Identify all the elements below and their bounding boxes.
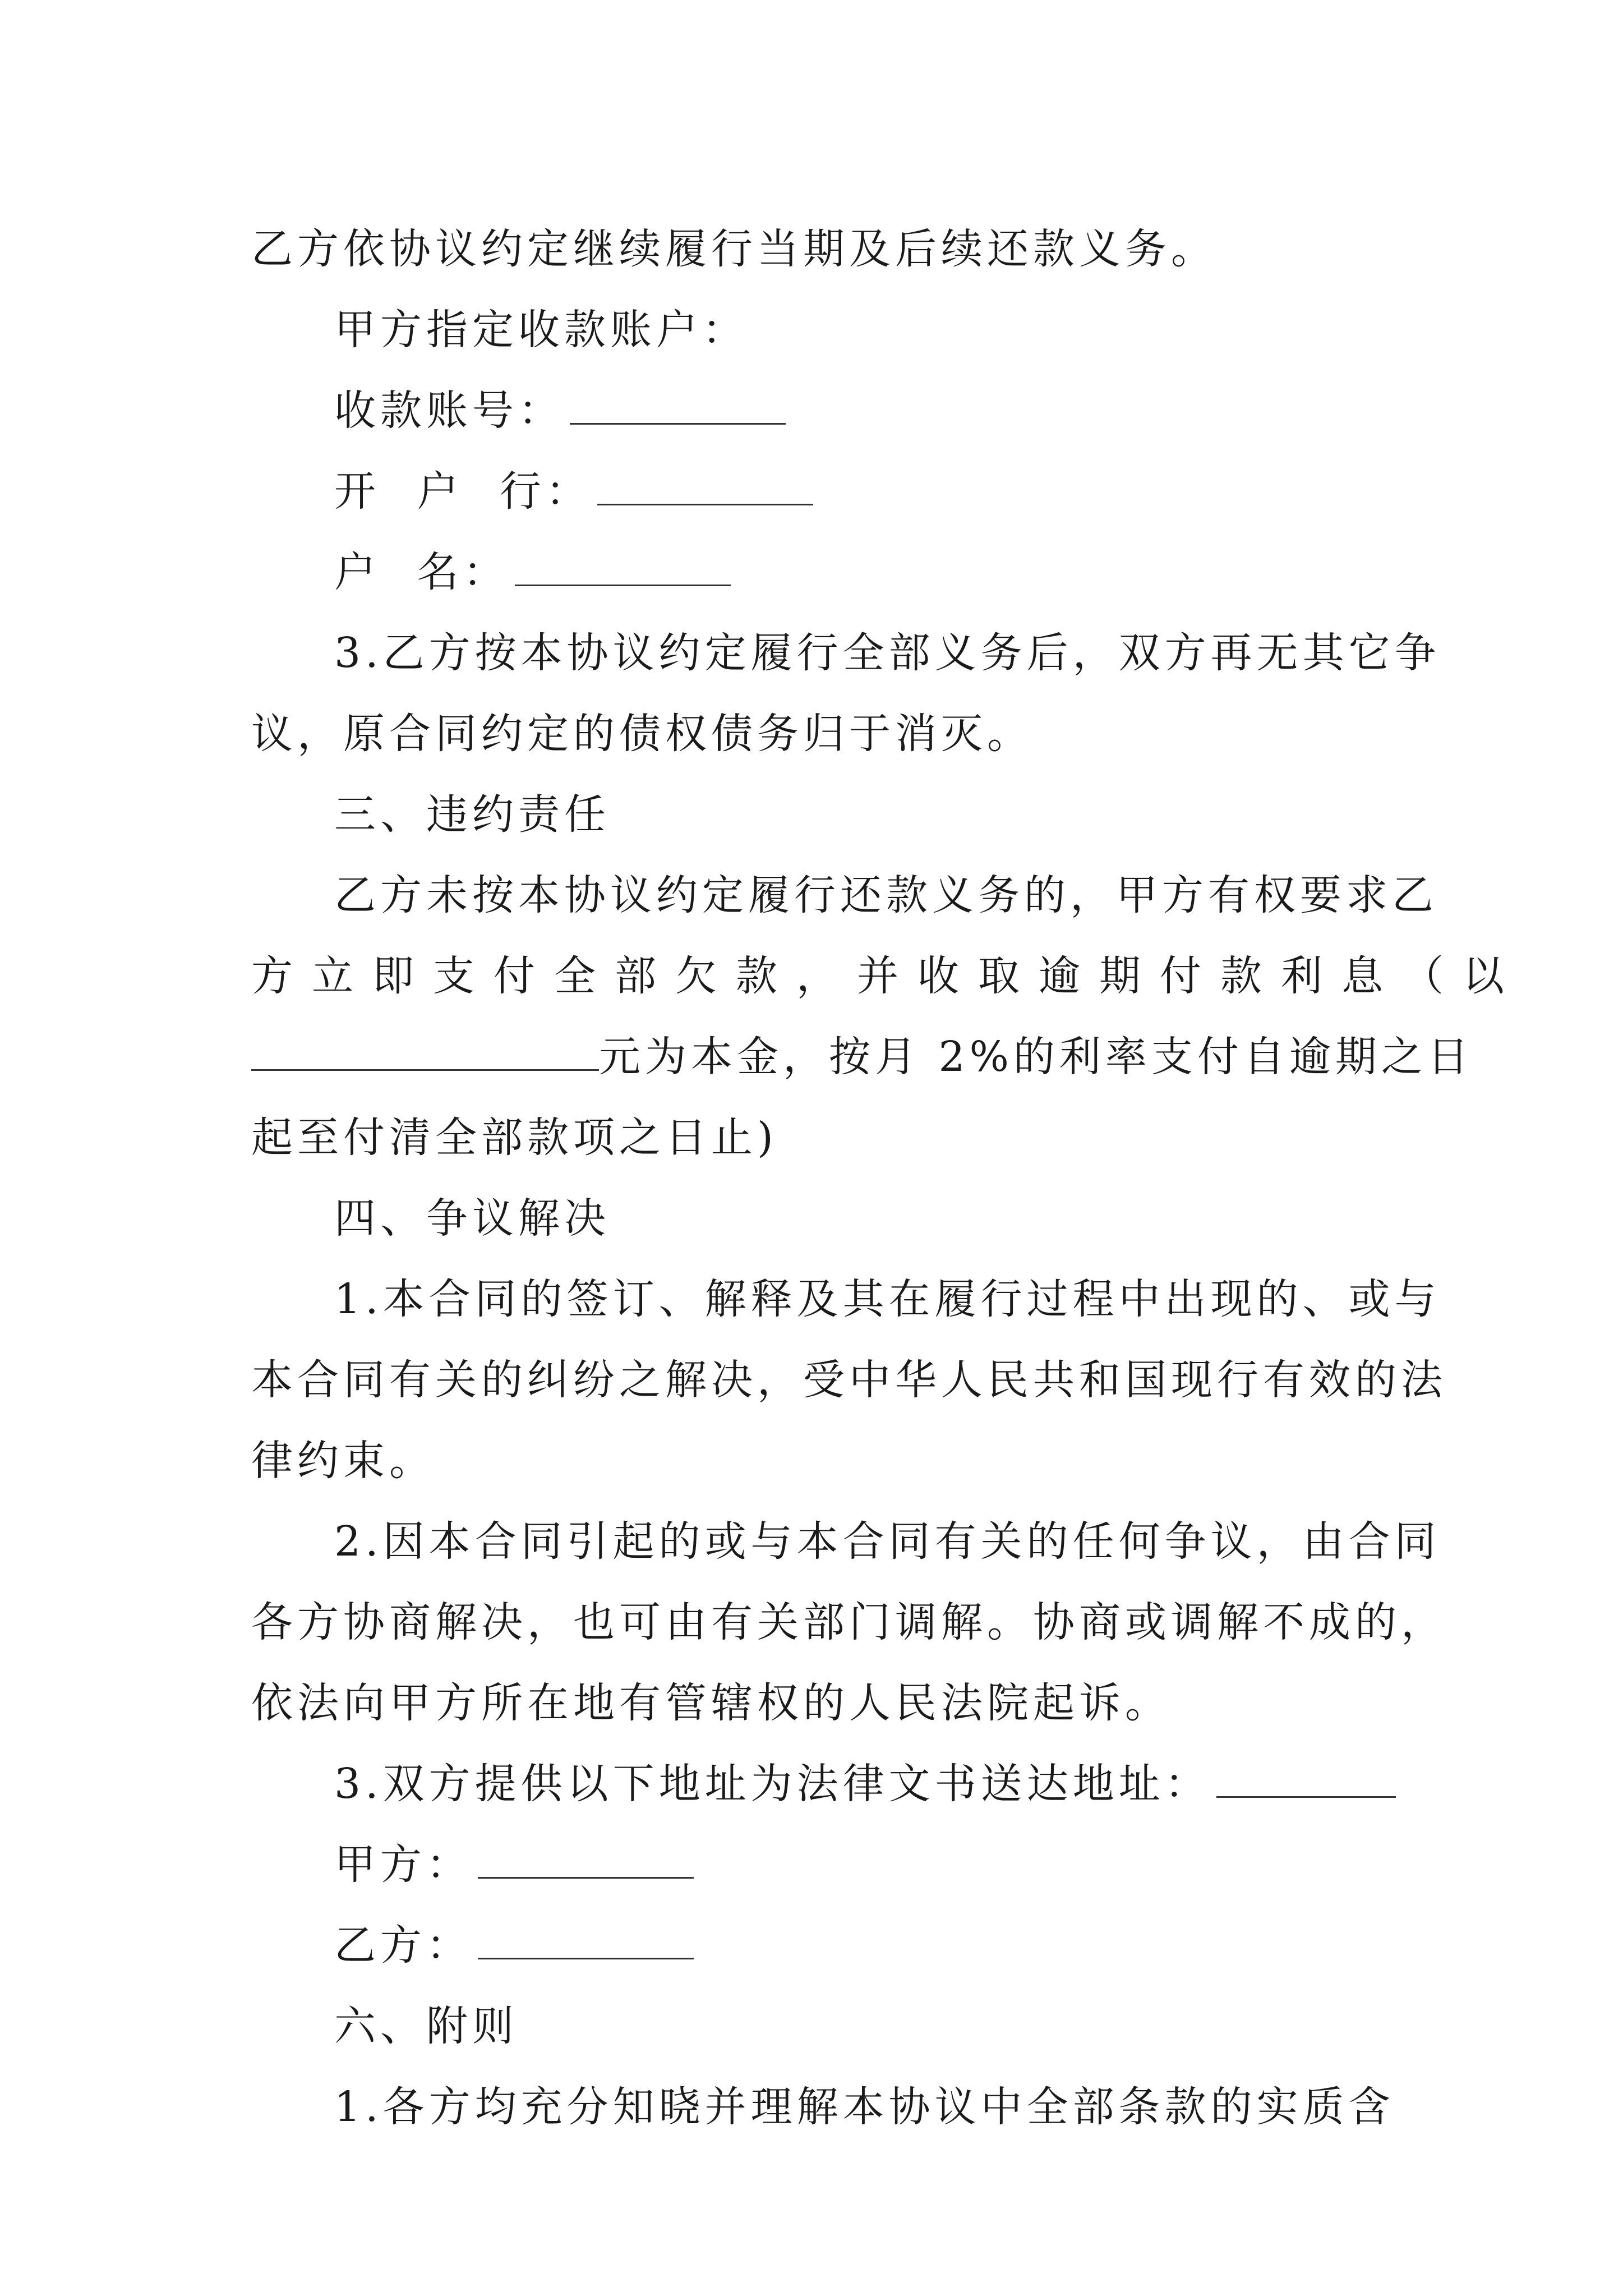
- text-line: 1.各方均充分知晓并理解本协议中全部条款的实质含: [334, 2083, 1395, 2131]
- field-label: 3.双方提供以下地址为法律文书送达地址：: [334, 1760, 1211, 1808]
- text-line: 各方协商解决，也可由有关部门调解。协商或调解不成的，: [251, 1598, 1447, 1646]
- party-a-address-line: [251, 1824, 1395, 1905]
- party-a-blank: [478, 1844, 694, 1879]
- party-b-blank: [478, 1925, 694, 1959]
- text-line: 起至付清全部款项之日止): [251, 1114, 778, 1162]
- section-heading: 六、附则: [334, 2002, 518, 2050]
- field-label: 乙方：: [334, 1921, 472, 1970]
- text-line: 甲方指定收款账户：: [334, 306, 748, 354]
- field-label: 收款账号：: [334, 386, 564, 435]
- bank-blank: [597, 471, 813, 505]
- text-line: 本合同有关的纠纷之解决，受中华人民共和国现行有效的法: [251, 1356, 1447, 1404]
- account-name-blank: [515, 552, 731, 586]
- text-line: 2.因本合同引起的或与本合同有关的任何争议，由合同: [334, 1517, 1441, 1566]
- document-page: [251, 209, 1523, 2147]
- text-line: 乙方未按本协议约定履行还款义务的，甲方有权要求乙: [334, 871, 1438, 919]
- section-heading: 三、违约责任: [334, 790, 610, 839]
- section-heading: 四、争议解决: [334, 1194, 610, 1243]
- address-blank: [1216, 1764, 1396, 1798]
- address-line: [251, 1743, 1395, 1824]
- account-number-line: [251, 370, 1395, 451]
- text-line: 议，原合同约定的债权债务归于消灭。: [251, 710, 1033, 758]
- text-line: 方立即支付全部欠款，并收取逾期付款利息（以: [251, 952, 1523, 1000]
- text-line: 1.本合同的签订、解释及其在履行过程中出现的、或与: [334, 1275, 1441, 1323]
- principal-blank: [251, 1037, 599, 1071]
- account-name-line: [251, 532, 1395, 613]
- field-label: 开 户 行：: [334, 467, 592, 516]
- principal-line: [251, 1016, 1473, 1097]
- text-line: 依法向甲方所在地有管辖权的人民法院起诉。: [251, 1679, 1171, 1727]
- field-label: 户 名：: [334, 548, 509, 596]
- bank-line: [251, 451, 1395, 532]
- text-line: 乙方依协议约定继续履行当期及后续还款义务。: [251, 225, 1217, 273]
- text-fragment: 元为本金，按月 2%的利率支付自逾期之日: [599, 1033, 1473, 1081]
- text-line: 律约束。: [251, 1437, 435, 1485]
- party-b-address-line: [251, 1905, 1395, 1986]
- field-label: 甲方：: [334, 1841, 472, 1889]
- account-number-blank: [570, 390, 786, 425]
- text-line: 3.乙方按本协议约定履行全部义务后，双方再无其它争: [334, 629, 1441, 677]
